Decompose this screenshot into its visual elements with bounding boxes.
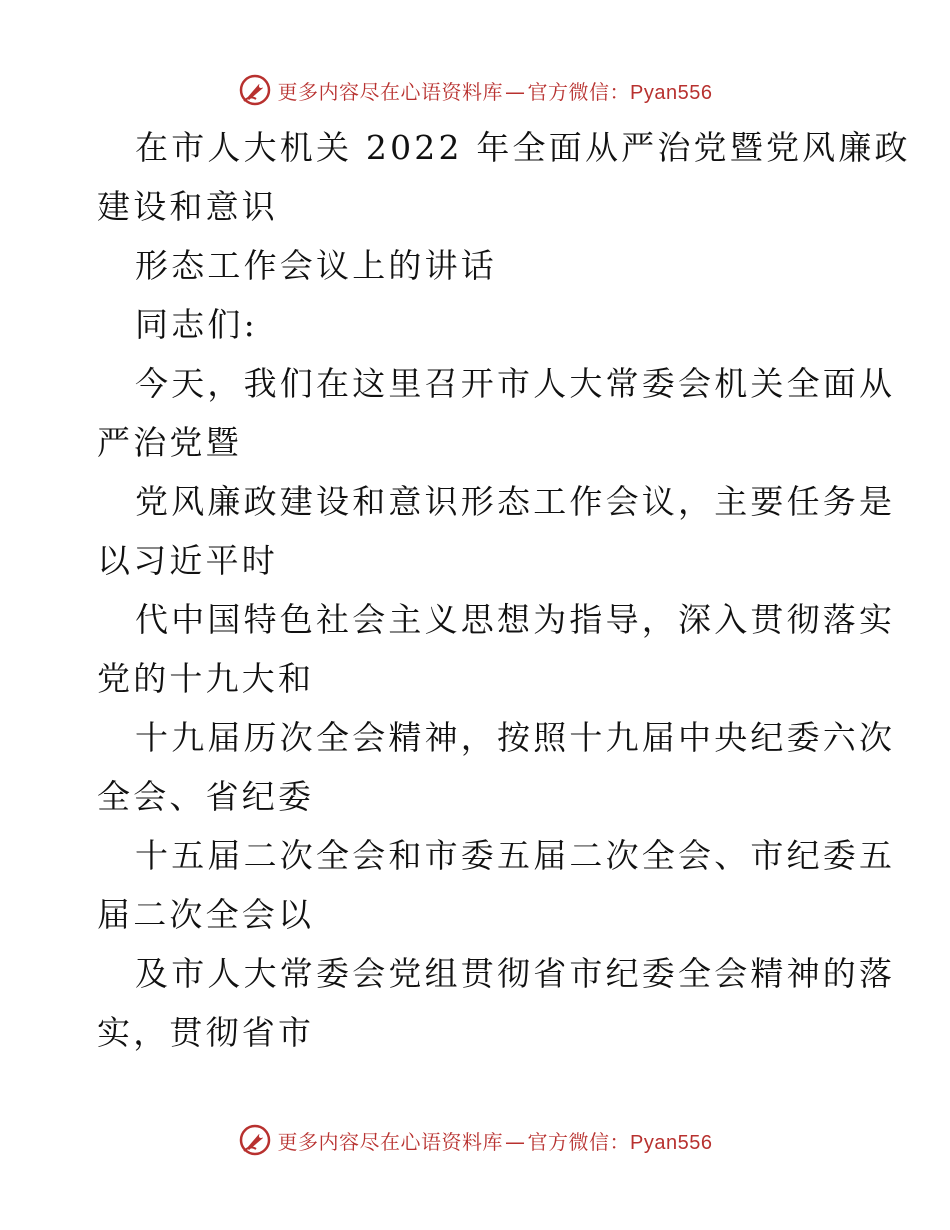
text-line: 今天，我们在这里召开市人大常委会机关全面从	[135, 364, 896, 403]
text-line: 十九届历次全会精神，按照十九届中央纪委六次	[135, 718, 896, 757]
watermark-text	[278, 1126, 713, 1155]
footer-watermark	[0, 1120, 950, 1160]
text-line: 形态工作会议上的讲话	[135, 246, 497, 285]
watermark-prefix: 更多内容尽在心语资料库	[277, 79, 504, 104]
header-watermark	[0, 70, 950, 110]
text-line: 同志们:	[135, 305, 258, 344]
text-line: 党的十九大和	[97, 659, 315, 698]
text-line: 党风廉政建设和意识形态工作会议，主要任务是	[135, 482, 896, 521]
text-line: 严治党暨	[97, 423, 242, 462]
text-line: 及市人大常委会党组贯彻省市纪委全会精神的落	[135, 954, 896, 993]
watermark-text	[278, 76, 713, 105]
watermark-wechat-id: Pyan556	[630, 81, 713, 104]
watermark-separator: —	[505, 1129, 526, 1154]
document-body	[97, 118, 911, 1062]
text-line: 以习近平时	[97, 541, 278, 580]
text-line: 在市人大机关 2022 年全面从严治党暨党风廉政	[135, 128, 911, 167]
watermark-prefix: 更多内容尽在心语资料库	[277, 1129, 504, 1154]
text-line: 全会、省纪委	[97, 777, 315, 816]
watermark-suffix: 官方微信：	[527, 1129, 631, 1154]
text-line: 代中国特色社会主义思想为指导，深入贯彻落实	[135, 600, 896, 639]
watermark-wechat-id: Pyan556	[630, 1131, 713, 1154]
text-line: 实，贯彻省市	[97, 1013, 315, 1052]
text-line: 届二次全会以	[97, 895, 315, 934]
watermark-suffix: 官方微信：	[527, 79, 631, 104]
pen-nib-logo-icon	[238, 73, 272, 107]
text-line: 建设和意识	[97, 187, 278, 226]
watermark-separator: —	[505, 79, 526, 104]
pen-nib-logo-icon	[238, 1123, 272, 1157]
text-line: 十五届二次全会和市委五届二次全会、市纪委五	[135, 836, 896, 875]
